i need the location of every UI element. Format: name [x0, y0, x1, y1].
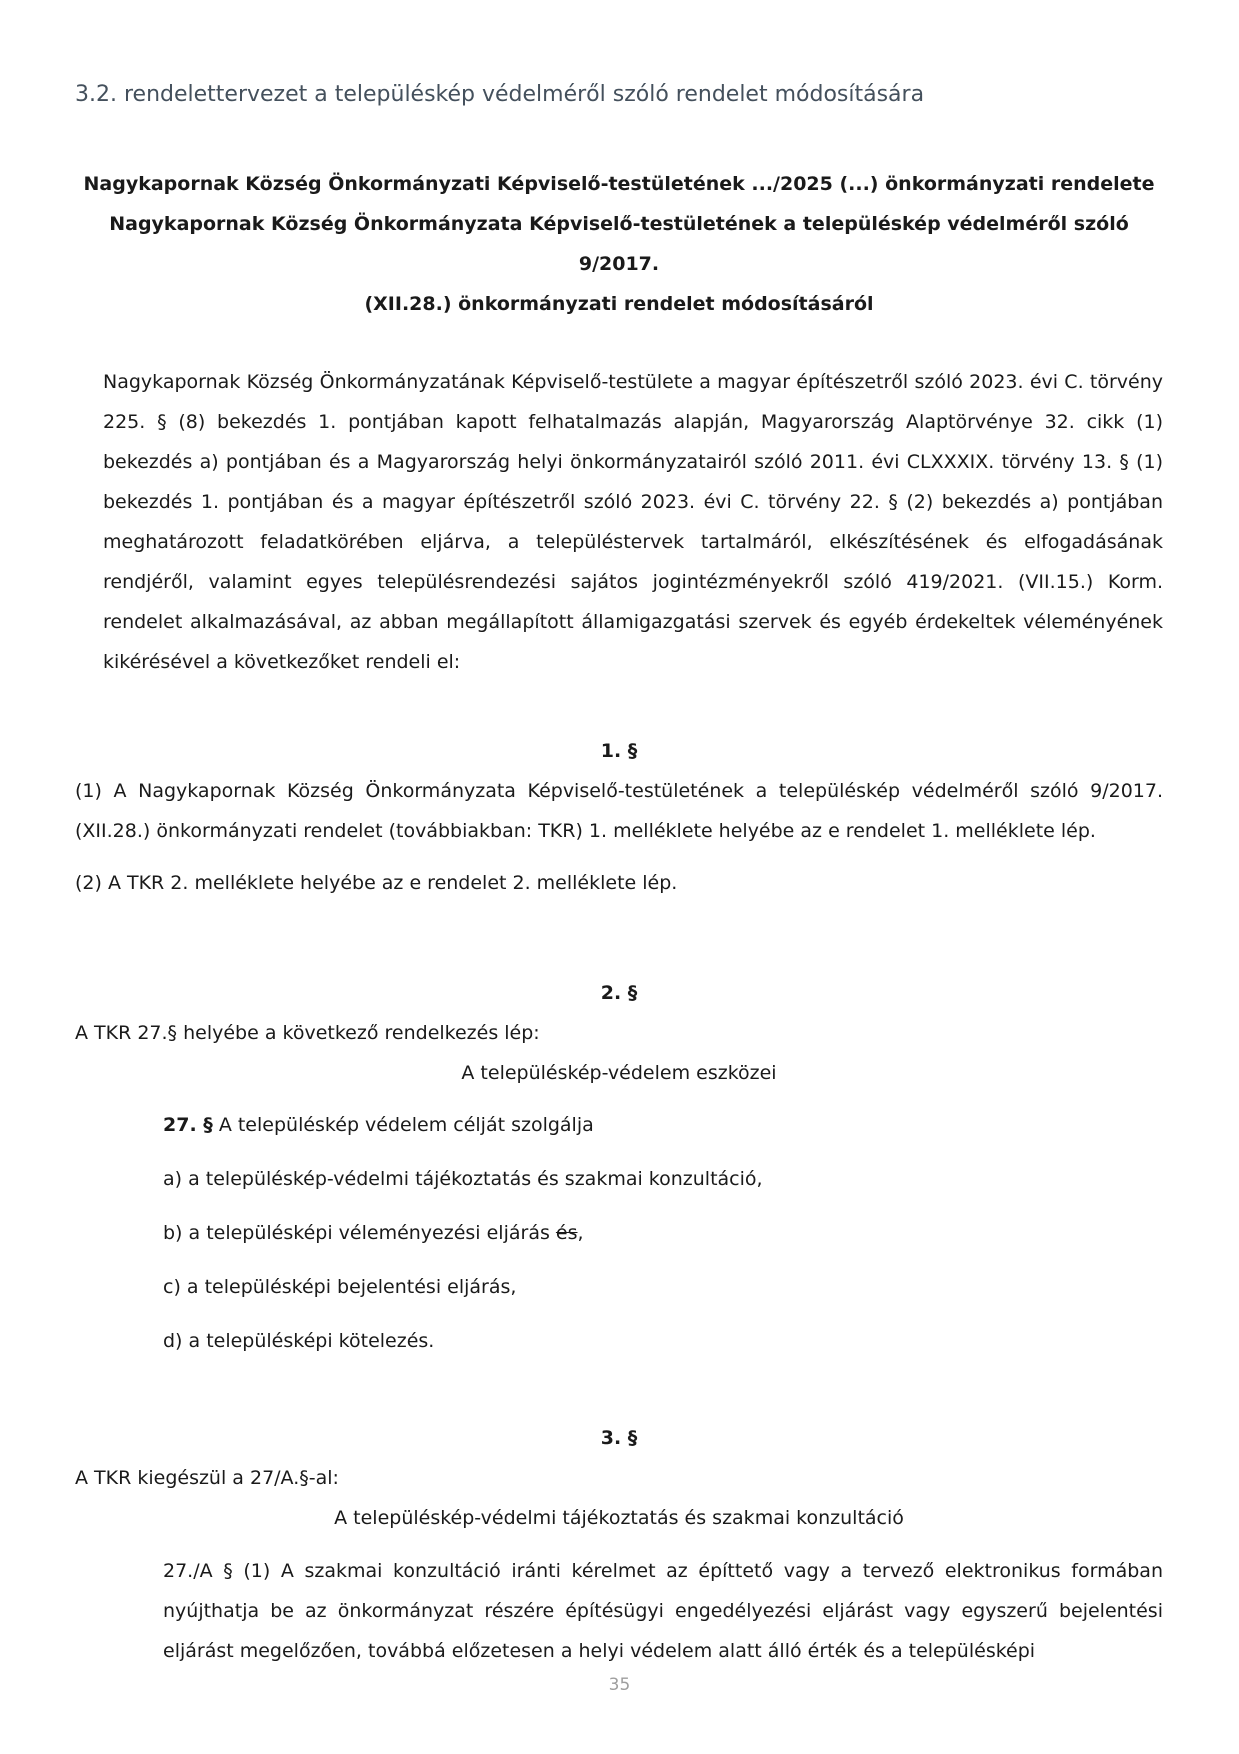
list-item-b-prefix: b) a településképi véleményezési eljárás	[163, 1222, 556, 1244]
decree-title-line-1: Nagykapornak Község Önkormányzati Képviselő-testületének .../2025 (...) önkormányzati rendelete	[83, 173, 1155, 195]
list-item-b	[75, 1213, 1163, 1253]
section-3-heading: 3. §	[600, 1427, 638, 1449]
list-item-b-struck-word: és	[555, 1222, 578, 1244]
section-2-heading: 2. §	[600, 982, 638, 1004]
document-content	[75, 0, 1163, 1671]
section-3-subtitle: A településkép-védelmi tájékoztatás és szakmai konzultáció	[334, 1507, 904, 1529]
list-item-a: a) a településkép-védelmi tájékoztatás és szakmai konzultáció,	[163, 1168, 763, 1190]
article-27-number: 27. §	[163, 1114, 213, 1136]
decree-title-line-3: (XII.28.) önkormányzati rendelet módosításáról	[364, 293, 874, 315]
section-1-paragraph-1: (1) A Nagykapornak Község Önkormányzata Képviselő-testületének a településkép védelméről szóló 9/2017. (XII.28.) önkormányzati rendelet (továbbiakban: TKR) 1. melléklete helyébe az e rendelet 1. melléklete lép.	[75, 780, 1163, 842]
section-2-intro: A TKR 27.§ helyébe a következő rendelkezés lép:	[75, 1022, 540, 1044]
article-27-paragraph	[75, 1105, 1163, 1145]
list-item-c: c) a településképi bejelentési eljárás,	[163, 1276, 517, 1298]
section-3-intro: A TKR kiegészül a 27/A.§-al:	[75, 1467, 339, 1489]
article-27a-paragraph: 27./A § (1) A szakmai konzultáció iránti kérelmet az építtető vagy a tervező elektronikus formában nyújthatja be az önkormányzat részére építésügyi engedélyezési eljárást vagy egyszerű bejelentési eljárást megelőzően, továbbá előzetesen a helyi védelem alatt álló érték és a településképi	[163, 1560, 1163, 1662]
preamble-paragraph: Nagykapornak Község Önkormányzatának Képviselő-testülete a magyar építészetről szóló 2023. évi C. törvény 225. § (8) bekezdés 1. pontjában kapott felhatalmazás alapján, Magyarország Alaptörvénye 32. cikk (1) bekezdés a) pontjában és a Magyarország helyi önkormányzatairól szóló 2011. évi CLXXXIX. törvény 13. § (1) bekezdés 1. pontjában és a magyar építészetről szóló 2023. évi C. törvény 22. § (2) bekezdés a) pontjában meghatározott feladatkörében eljárva, a településtervek tartalmáról, elkészítésének és elfogadásának rendjéről, valamint egyes településrendezési sajátos jogintézményekről szóló 419/2021. (VII.15.) Korm. rendelet alkalmazásával, az abban megállapított államigazgatási szervek és egyéb érdekeltek véleményének kikérésével a következőket rendeli el:	[103, 371, 1163, 673]
decree-title-line-2: Nagykapornak Község Önkormányzata Képviselő-testületének a településkép védelméről szóló 9/2017.	[109, 213, 1129, 275]
list-item-b-suffix: ,	[577, 1222, 584, 1244]
section-1-heading: 1. §	[600, 740, 638, 762]
list-item-d: d) a településképi kötelezés.	[163, 1330, 435, 1352]
section-2-subtitle: A településkép-védelem eszközei	[461, 1062, 777, 1084]
section-heading-3-2: 3.2. rendelettervezet a településkép védelméről szóló rendelet módosítására	[75, 82, 925, 107]
article-27-text: A településkép védelem célját szolgálja	[212, 1114, 594, 1136]
section-1-paragraph-2: (2) A TKR 2. melléklete helyébe az e rendelet 2. melléklete lép.	[75, 872, 678, 894]
decree-title	[75, 164, 1163, 324]
page-number: 35	[608, 1675, 631, 1695]
